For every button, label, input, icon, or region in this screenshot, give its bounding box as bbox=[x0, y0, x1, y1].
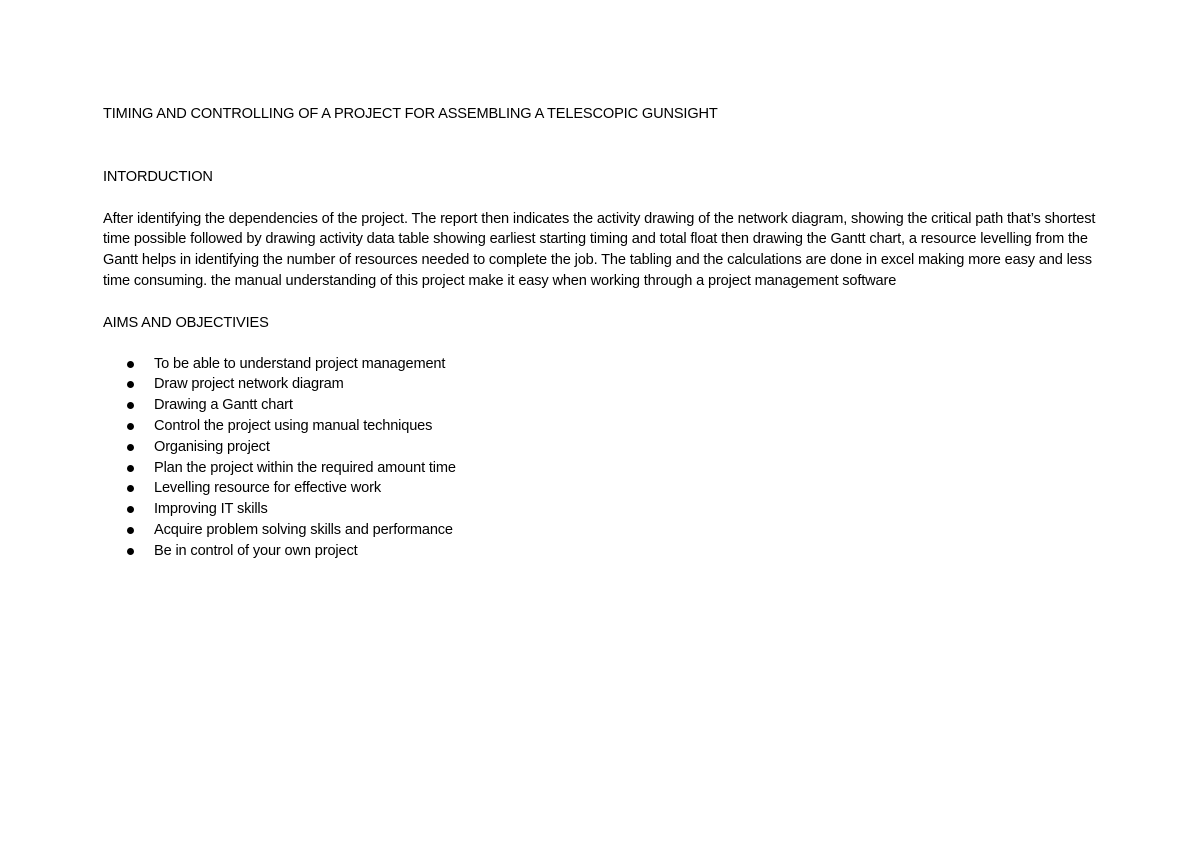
list-item-text: Drawing a Gantt chart bbox=[154, 397, 293, 414]
list-item bbox=[103, 437, 1103, 458]
list-item bbox=[103, 354, 1103, 375]
bullet-icon bbox=[127, 402, 134, 409]
bullet-icon bbox=[127, 465, 134, 472]
aims-heading: AIMS AND OBJECTIVIES bbox=[103, 314, 269, 331]
document-title: TIMING AND CONTROLLING OF A PROJECT FOR ASSEMBLING A TELESCOPIC GUNSIGHT bbox=[103, 106, 718, 122]
list-item-text: Levelling resource for effective work bbox=[154, 480, 381, 497]
bullet-icon bbox=[127, 381, 134, 388]
list-item bbox=[103, 395, 1103, 416]
list-item-text: Organising project bbox=[154, 438, 270, 455]
list-item bbox=[103, 520, 1103, 541]
list-item bbox=[103, 416, 1103, 437]
list-item-text: Draw project network diagram bbox=[154, 376, 344, 393]
list-item-text: Control the project using manual techniques bbox=[154, 417, 433, 434]
document-body bbox=[103, 104, 1103, 562]
bullet-icon bbox=[127, 485, 134, 492]
bullet-icon bbox=[127, 361, 134, 368]
aims-list bbox=[103, 354, 1103, 562]
list-item bbox=[103, 478, 1103, 499]
bullet-icon bbox=[127, 506, 134, 513]
list-item-text: Improving IT skills bbox=[154, 501, 268, 518]
list-item bbox=[103, 458, 1103, 479]
bullet-icon bbox=[127, 527, 134, 534]
bullet-icon bbox=[127, 548, 134, 555]
introduction-paragraph: After identifying the dependencies of the project. The report then indicates the activity drawing of the network diagram, showing the critical path that’s shortest time possible followed by drawing activity data table showing earliest starting timing and total float then drawing the Gantt chart, a resource levelling from the Gantt helps in identifying the number of resources needed to complete the job. The tabling and the calculations are done in excel making more easy and less time consuming. the manual understanding of this project make it easy when working through a project management software bbox=[103, 210, 1096, 289]
list-item bbox=[103, 499, 1103, 520]
introduction-heading: INTORDUCTION bbox=[103, 168, 213, 185]
bullet-icon bbox=[127, 423, 134, 430]
list-item-text: Plan the project within the required amount time bbox=[154, 459, 456, 476]
list-item bbox=[103, 374, 1103, 395]
list-item-text: To be able to understand project management bbox=[154, 355, 446, 372]
list-item-text: Be in control of your own project bbox=[154, 542, 358, 559]
list-item-text: Acquire problem solving skills and performance bbox=[154, 521, 453, 538]
list-item bbox=[103, 541, 1103, 562]
bullet-icon bbox=[127, 444, 134, 451]
